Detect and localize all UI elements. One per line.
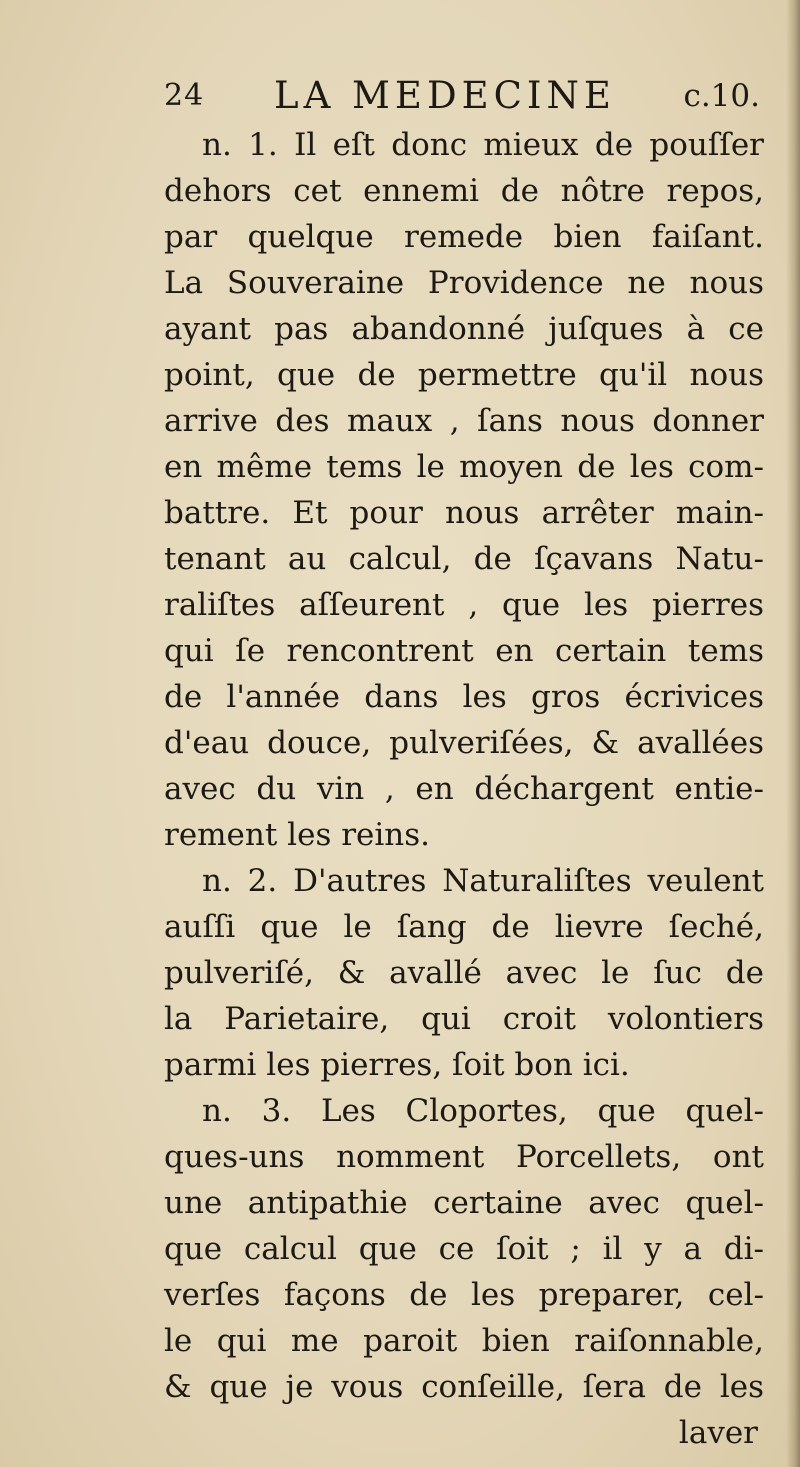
text-line: pulveriſé, & avallé avec le ſuc de bbox=[164, 955, 764, 991]
text-line: point, que de permettre qu'il nous bbox=[164, 357, 764, 393]
chapter-reference: c.10. bbox=[683, 78, 760, 114]
text-line: une antipathie certaine avec quel- bbox=[164, 1185, 764, 1221]
text-line: n. 2. D'autres Naturaliſtes veulent bbox=[202, 863, 764, 899]
catchword: laver bbox=[678, 1415, 758, 1451]
text-line: verſes façons de les preparer, cel- bbox=[164, 1277, 764, 1313]
text-line: d'eau douce, pulveriſées, & avallées bbox=[164, 725, 764, 761]
text-line: dehors cet ennemi de nôtre repos, bbox=[164, 173, 764, 209]
text-line: ayant pas abandonné juſques à ce bbox=[164, 311, 764, 347]
text-line: de l'année dans les gros écrivices bbox=[164, 679, 764, 715]
text-line: en même tems le moyen de les com- bbox=[164, 449, 764, 485]
text-line: auſſi que le ſang de lievre ſeché, bbox=[164, 909, 764, 945]
text-line: que calcul que ce ſoit ; il y a di- bbox=[164, 1231, 764, 1267]
text-line: raliſtes aſſeurent , que les pierres bbox=[164, 587, 764, 623]
text-line: par quelque remede bien faiſant. bbox=[164, 219, 764, 255]
text-line: qui ſe rencontrent en certain tems bbox=[164, 633, 764, 669]
text-line: tenant au calcul, de ſçavans Natu- bbox=[164, 541, 764, 577]
text-block bbox=[164, 70, 764, 1456]
text-line: battre. Et pour nous arrêter main- bbox=[164, 495, 764, 531]
text-line: rement les reins. bbox=[164, 817, 431, 853]
text-line: arrive des maux , ſans nous donner bbox=[164, 403, 764, 439]
text-line: avec du vin , en déchargent entie- bbox=[164, 771, 764, 807]
text-line: le qui me paroit bien raiſonnable, bbox=[164, 1323, 764, 1359]
text-line: parmi les pierres, ſoit bon ici. bbox=[164, 1047, 630, 1083]
page-edge-shadow bbox=[786, 0, 800, 1467]
running-title: LA MEDECINE bbox=[274, 74, 616, 117]
page-number: 24 bbox=[164, 78, 205, 113]
text-line: ques-uns nomment Porcellets, ont bbox=[164, 1139, 764, 1175]
page-header bbox=[164, 70, 764, 122]
text-line: la Parietaire, qui croit volontiers bbox=[164, 1001, 764, 1037]
text-line: La Souveraine Providence ne nous bbox=[164, 265, 764, 301]
text-line: n. 3. Les Cloportes, que quel- bbox=[202, 1093, 764, 1129]
text-line: & que je vous conſeille, ſera de les bbox=[164, 1369, 764, 1405]
text-line: n. 1. Il eſt donc mieux de pouſſer bbox=[202, 127, 764, 163]
